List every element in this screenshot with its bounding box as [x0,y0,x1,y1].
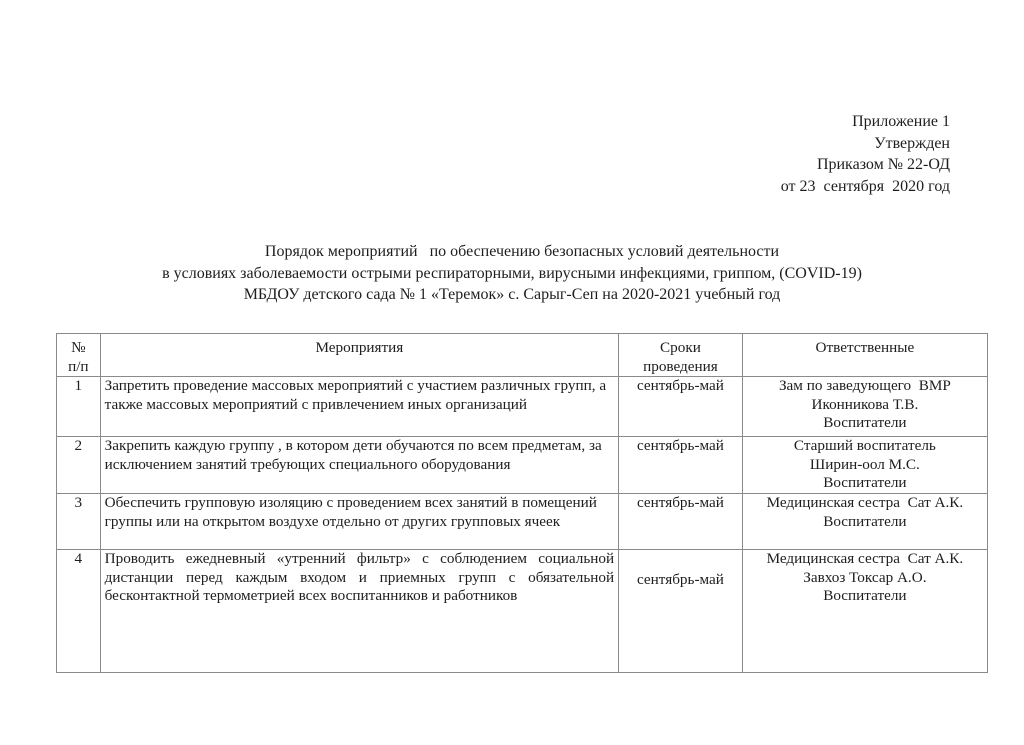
row-number: 3 [57,494,101,550]
row-responsible: Зам по заведующего ВМР Иконникова Т.В. Воспитатели [742,377,987,437]
header-term: Сроки проведения [619,334,743,377]
title-line-3: МБДОУ детского сада № 1 «Теремок» с. Сарыг-Сеп на 2020-2021 учебный год [243,286,781,303]
header-activity: Мероприятия [100,334,618,377]
row-number: 4 [57,550,101,673]
table-row [57,494,988,550]
row-responsible: Медицинская сестра Сат А.К. Воспитатели [742,494,987,550]
row-activity: Проводить ежедневный «утренний фильтр» с соблюдением социальной дистанции перед каждым входом и приемных групп с обязательной бесконтактной термометрией всех воспитанников и работников [100,550,618,673]
table-row [57,550,988,673]
row-term: сентябрь-май [619,437,743,494]
row-activity: Закрепить каждую группу , в котором дети обучаются по всем предметам, за исключением занятий требующих специального оборудования [100,437,618,494]
table-row [57,377,988,437]
order-date: от 23 сентября 2020 год [780,177,950,195]
row-term: сентябрь-май [619,494,743,550]
title-line-2: в условиях заболеваемости острыми респираторными, вирусными инфекциями, гриппом, (COVID-19) [162,264,862,282]
row-responsible: Старший воспитатель Ширин-оол М.С. Воспитатели [742,437,987,494]
row-responsible: Медицинская сестра Сат А.К. Завхоз Токсар А.О. Воспитатели [742,550,987,673]
row-number: 2 [57,437,101,494]
row-term: сентябрь-май [619,550,743,673]
row-term: сентябрь-май [619,377,743,437]
measures-table [56,333,988,673]
approval-block [781,111,950,197]
table-row [57,437,988,494]
table-header-row [57,334,988,377]
header-responsible: Ответственные [742,334,987,377]
approved-label: Утвержден [874,134,950,152]
order-number: Приказом № 22-ОД [816,156,950,173]
row-activity: Запретить проведение массовых мероприятий с участием различных групп, а также массовых мероприятий с привлечением иных организаций [100,377,618,437]
appendix-label: Приложение 1 [852,113,950,130]
document-title [0,241,1024,306]
row-activity: Обеспечить групповую изоляцию с проведением всех занятий в помещений группы или на открытом воздухе отдельно от других групповых ячеек [100,494,618,550]
title-line-1: Порядок мероприятий по обеспечению безопасных условий деятельности [264,243,780,260]
header-number: № п/п [57,334,101,377]
row-number: 1 [57,377,101,437]
